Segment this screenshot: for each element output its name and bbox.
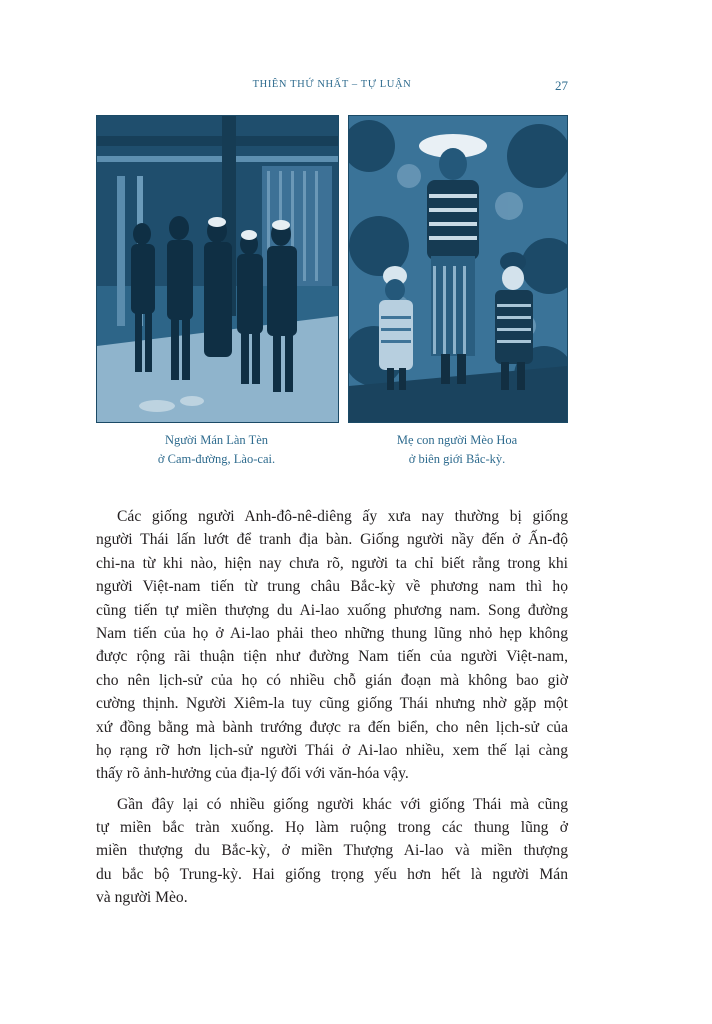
caption-line: ở biên giới Bắc-kỳ. [408, 452, 506, 466]
text-line: cũng tiến tự miền thượng du Ai-lao xuống phương nam. Song đường [96, 601, 568, 619]
photo-man-lan-ten-image [97, 116, 338, 422]
text-line: thấy rõ ảnh-hưởng của địa-lý đối với văn-hóa vậy. [96, 765, 409, 783]
caption-line: Mẹ con người Mèo Hoa [396, 433, 518, 447]
text-line: họ rạng rỡ hơn lịch-sử người Thái ở Ai-lao nhiều, xem thế lại càng [96, 741, 568, 759]
page-number: 27 [555, 78, 568, 93]
paragraph-1 [96, 505, 568, 786]
text-line: người Thái lấn lướt để tranh địa bàn. Giống người nầy đến ở Ấn-độ [96, 531, 568, 549]
text-line: du bắc bộ Trung-kỳ. Hai giống trọng yếu hơn hết là người Mán [96, 865, 568, 883]
chapter-title: THIÊN THỨ NHẤT – TỰ LUẬN [252, 79, 412, 90]
text-line: miền thượng du Bắc-kỳ, ở miền Thượng Ai-lao và miền thượng [96, 842, 568, 860]
photo-meo-hoa-image [349, 116, 567, 422]
caption-line: ở Cam-đường, Lào-cai. [157, 452, 276, 466]
caption-line: Người Mán Làn Tèn [164, 433, 269, 447]
text-line: Nam tiến của họ ở Ai-lao phải theo những thung lũng nhỏ hẹp không [96, 624, 568, 642]
photo-man-lan-ten [96, 115, 339, 423]
text-line: cường thịnh. Người Xiêm-la tuy cũng giống Thái nhưng nhờ gặp một [96, 695, 568, 713]
text-line: chi-na từ khi nào, hiện nay chưa rõ, người ta chỉ biết rằng trong khi [96, 554, 568, 572]
text-line: xứ đồng bằng mà bành trướng được ra đến biển, cho nên lịch-sử của [96, 718, 568, 736]
caption-meo-hoa [348, 431, 566, 469]
text-line: cho nên lịch-sử của họ có nhiều chỗ gián đoạn mà không bao giờ [96, 671, 568, 689]
body-text [96, 505, 568, 910]
text-line: được rộng rãi thuận tiện như đường Nam tiến của người Việt-nam, [96, 648, 568, 666]
text-line: tự miền bắc tràn xuống. Họ làm ruộng trong các thung lũng ở [96, 819, 568, 837]
caption-man-lan-ten [96, 431, 337, 469]
text-line: Các giống người Anh-đô-nê-diêng ấy xưa nay thường bị giống [117, 508, 568, 525]
photo-meo-hoa [348, 115, 568, 423]
running-header [96, 79, 568, 95]
paragraph-2 [96, 793, 568, 910]
text-line: Gần đây lại có nhiều giống người khác với giống Thái mà cũng [117, 795, 568, 813]
text-line: và người Mèo. [96, 889, 188, 907]
text-line: người Việt-nam tiến từ trung châu Bắc-kỳ về phương nam thì họ [96, 578, 568, 596]
